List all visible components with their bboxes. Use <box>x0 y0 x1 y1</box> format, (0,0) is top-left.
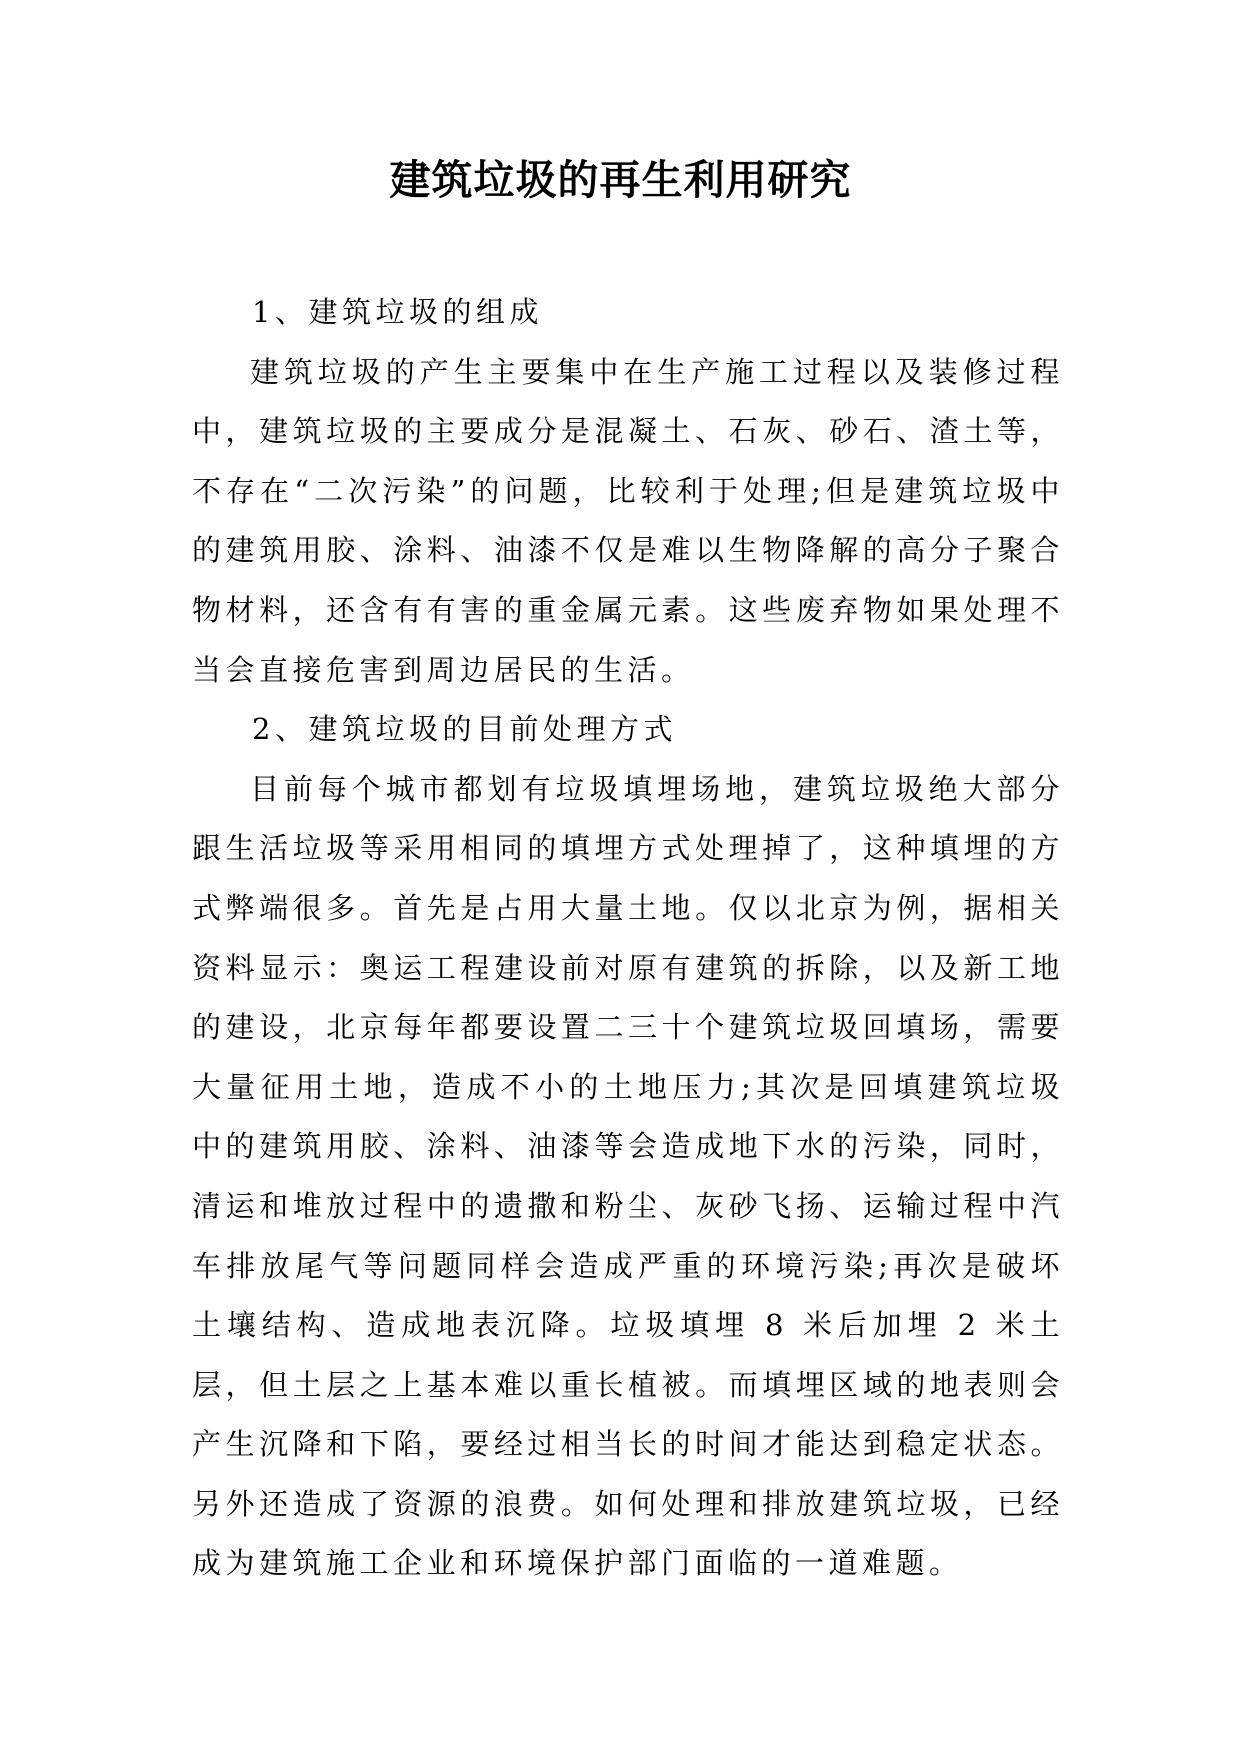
paragraph-composition: 建筑垃圾的产生主要集中在生产施工过程以及装修过程中，建筑垃圾的主要成分是混凝土、石灰、砂石、渣土等，不存在“二次污染”的问题，比较利于处理;但是建筑垃圾中的建筑用胶、涂料、油漆不仅是难以生物降解的高分子聚合物材料，还含有有害的重金属元素。这些废弃物如果处理不当会直接危害到周边居民的生活。 <box>192 354 1064 687</box>
section-heading-composition: 1、建筑垃圾的组成 <box>252 295 543 329</box>
document-body <box>192 283 1064 1594</box>
paragraph-current-treatment: 目前每个城市都划有垃圾填埋场地，建筑垃圾绝大部分跟生活垃圾等采用相同的填埋方式处理掉了，这种填埋的方式弊端很多。首先是占用大量土地。仅以北京为例，据相关资料显示：奥运工程建设前对原有建筑的拆除，以及新工地的建设，北京每年都要设置二三十个建筑垃圾回填场，需要大量征用土地，造成不小的土地压力;其次是回填建筑垃圾中的建筑用胶、涂料、油漆等会造成地下水的污染，同时，清运和堆放过程中的遗撒和粉尘、灰砂飞扬、运输过程中汽车排放尾气等问题同样会造成严重的环境污染;再次是破坏土壤结构、造成地表沉降。垃圾填埋 8 米后加埋 2 米土层，但土层之上基本难以重长植被。而填埋区域的地表则会产生沉降和下陷，要经过相当长的时间才能达到稳定状态。另外还造成了资源的浪费。如何处理和排放建筑垃圾，已经成为建筑施工企业和环境保护部门面临的一道难题。 <box>192 771 1064 1581</box>
section-heading-current-treatment: 2、建筑垃圾的目前处理方式 <box>252 712 677 747</box>
document-title: 建筑垃圾的再生利用研究 <box>389 156 852 204</box>
